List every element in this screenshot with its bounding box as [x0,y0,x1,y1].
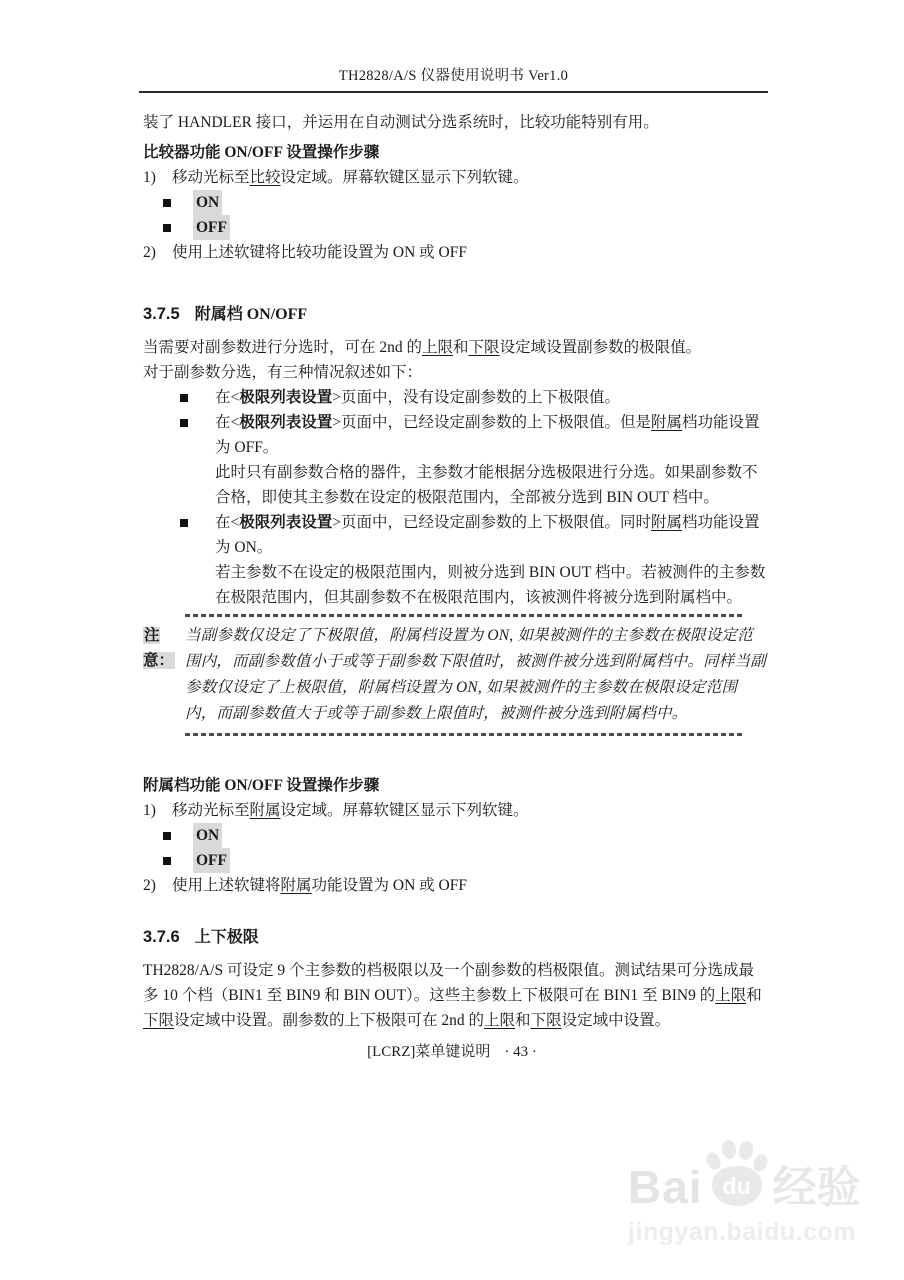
paragraph-segment: 和 [746,987,762,1004]
page-footer [0,1040,904,1061]
underlined-term: 上限 [422,339,454,356]
bullet-square-icon [163,857,171,865]
bullet-segment: >页面中，没有设定副参数的上下极限值。 [332,389,621,406]
comparator-procedure-heading: 比较器功能 ON/OFF 设置操作步骤 [143,144,380,161]
aux-procedure-heading: 附属档功能 ON/OFF 设置操作步骤 [143,777,380,794]
bullet-square-icon [163,224,171,232]
page-header [139,64,768,93]
step-item [143,798,767,823]
step-text [172,798,767,823]
paragraph-segment: 当需要对副参数进行分选时，可在 2nd 的 [143,339,423,356]
bullet-segment: 在< [215,514,240,531]
note-label [143,623,185,727]
underlined-term: 下限 [468,339,500,356]
softkey-item [143,190,767,215]
bullet-segment: 在< [215,389,240,406]
section-title: 上下极限 [194,929,259,946]
bold-term: 极限列表设置 [239,514,333,531]
header-title: TH2828/A/S 仪器使用说明书 Ver1.0 [338,68,569,84]
section-number: 3.7.6 [143,928,180,946]
paragraph-segment: 和 [453,339,469,356]
softkey-item [143,848,767,873]
bold-term: 极限列表设置 [239,389,333,406]
bullet-square-icon [180,394,188,402]
step-number: 1) [143,802,156,819]
bullet-square-icon [180,419,188,427]
bullet-text [215,510,767,560]
step-item [143,165,767,190]
bullet-square-icon [180,519,188,527]
softkey-label: ON [193,823,222,848]
section-heading-376 [143,925,767,950]
step-number: 2) [143,877,156,894]
separator-line [185,733,743,736]
step-text-segment: 设定域。屏幕软键区显示下列软键。 [280,802,529,819]
step-text-segment: 使用上述软键将 [172,877,281,894]
underlined-term: 附属 [280,877,312,894]
note-body [143,623,767,727]
step-item [143,873,767,898]
paw-toe [720,1139,737,1160]
watermark-brand-cn: 经验 [772,1163,861,1212]
underlined-term: 附属 [651,414,683,431]
watermark-brand-latin: Bai [628,1161,703,1213]
step-text-segment: 功能设置为 ON 或 OFF [311,877,467,894]
step-text-segment: 移动光标至 [172,802,250,819]
note-block [143,614,767,736]
paragraph-segment: TH2828/A/S 可设定 9 个主参数的档极限以及一个副参数的档极限值。测试结果可分选成最多 10 个档（BIN1 至 BIN9 和 BIN OUT）。这些主参数上下极限可在 BIN1 至 BIN9 的 [143,962,754,1004]
bullet-continuation: 此时只有副参数合格的器件，主参数才能根据分选极限进行分选。如果副参数不合格，即使其主参数在设定的极限范围内，全部被分选到 BIN OUT 档中。 [215,464,758,506]
footer-text: [LCRZ]菜单键说明 [367,1044,491,1060]
paragraph-segment: 设定域中设置。 [561,1012,671,1029]
section-title: 附属档 ON/OFF [194,306,308,323]
bullet-segment: 档功能设置为 ON。 [215,514,760,556]
section-number: 3.7.5 [143,305,180,323]
bullet-item [143,410,767,460]
bullet-continuation: 若主参数不在设定的极限范围内，则被分选到 BIN OUT 档中。若被测件的主参数在极限范围内，但其副参数不在极限范围内，该被测件将被分选到附属档中。 [215,564,766,606]
note-label-text: 注意： [143,627,175,669]
bullet-segment: >页面中，已经设定副参数的上下极限值。同时 [332,514,652,531]
step-text-segment: 设定域。屏幕软键区显示下列软键。 [280,169,529,186]
paw-pad-text: du [722,1172,751,1199]
underlined-term: 下限 [143,1012,175,1029]
bullet-segment: >页面中，已经设定副参数的上下极限值。但是 [332,414,652,431]
bold-term: 极限列表设置 [239,414,333,431]
bullet-segment: 在< [215,414,240,431]
paragraph-segment: 和 [515,1012,531,1029]
underlined-term: 下限 [530,1012,562,1029]
softkey-label: OFF [193,215,230,240]
step-text-segment: 移动光标至 [172,169,250,186]
page-number: · 43 · [504,1044,537,1060]
bullet-item [143,510,767,560]
softkey-label: OFF [193,848,230,873]
softkey-item [143,215,767,240]
paragraph-segment: 设定域设置副参数的极限值。 [499,339,702,356]
watermark-url: jingyan.baidu.com [628,1218,856,1246]
underlined-term: 附属 [651,514,683,531]
underlined-term: 附属 [249,802,281,819]
underlined-term: 上限 [484,1012,516,1029]
body-paragraph [143,335,767,360]
bullet-text [215,410,767,460]
paw-icon [705,1138,769,1210]
softkey-item [143,823,767,848]
bullet-segment: 档功能设置为 OFF。 [215,414,760,456]
step-text [172,873,767,898]
paragraph-segment: 设定域中设置。副参数的上下极限可在 2nd 的 [174,1012,485,1029]
paw-pad [712,1166,762,1206]
separator-line [185,614,743,617]
step-text [172,165,767,190]
softkey-label: ON [193,190,222,215]
step-item [143,240,767,265]
paw-toe [704,1150,723,1172]
intro-paragraph: 装了 HANDLER 接口，并运用在自动测试分选系统时，比较功能特别有用。 [143,114,659,131]
body-paragraph: 对于副参数分选，有三种情况叙述如下： [143,364,423,381]
bullet-square-icon [163,199,171,207]
page-content [143,110,767,1033]
bullet-text [215,385,767,410]
step-number: 1) [143,169,156,186]
baidu-watermark [628,1138,898,1247]
underlined-term: 上限 [715,987,747,1004]
bullet-item [143,385,767,410]
section-heading-375 [143,302,767,327]
paw-toe [737,1140,754,1161]
body-paragraph [143,958,767,1033]
watermark-brand [628,1138,898,1213]
step-number: 2) [143,244,156,261]
note-text: 当副参数仅设定了下极限值，附属档设置为 ON, 如果被测件的主参数在极限设定范围内，而副参数值小于或等于副参数下限值时，被测件被分选到附属档中。同样当副参数仅设定了上极限值，附属档设置为 ON, 如果被测件的主参数在极限设定范围内，而副参数值大于或等于副参数上限值时，被测件被分选到附属档中。 [185,627,766,722]
underlined-term: 比较 [249,169,281,186]
bullet-square-icon [163,832,171,840]
step-text: 使用上述软键将比较功能设置为 ON 或 OFF [172,244,467,261]
